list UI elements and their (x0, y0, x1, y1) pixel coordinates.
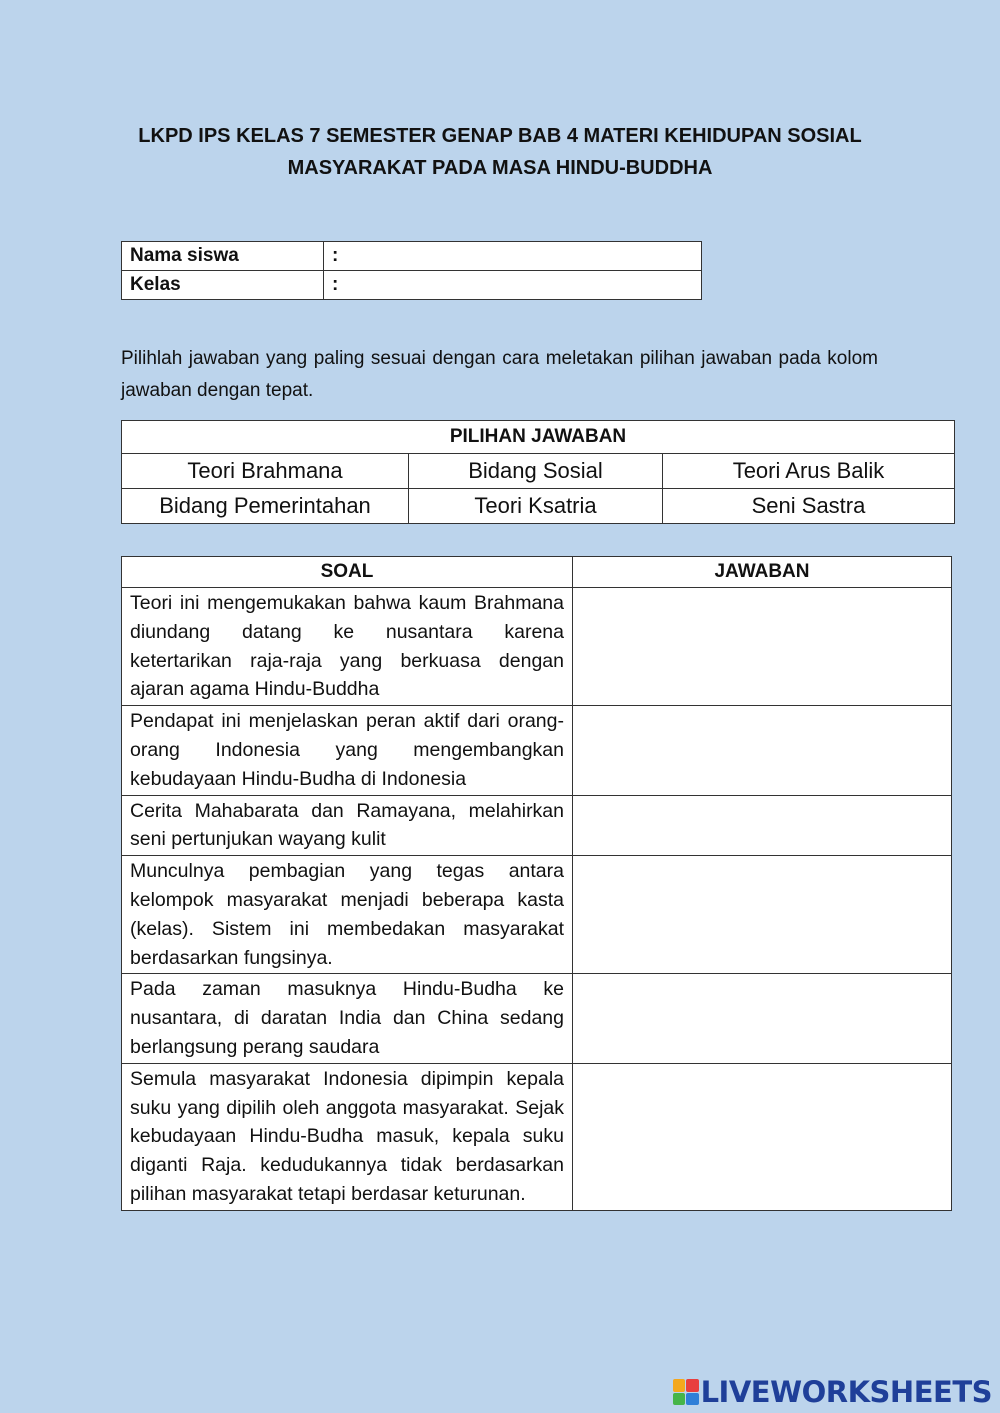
table-row (122, 588, 952, 706)
choices-row (122, 454, 955, 489)
answer-drop-zone[interactable] (573, 856, 952, 974)
question-text: Cerita Mahabarata dan Ramayana, melahirkan seni pertunjukan wayang kulit (122, 795, 573, 856)
name-field[interactable]: : (324, 242, 702, 271)
class-label: Kelas (122, 271, 324, 300)
answer-drop-zone[interactable] (573, 1063, 952, 1210)
table-row (122, 1063, 952, 1210)
answer-drop-zone[interactable] (573, 706, 952, 795)
worksheet-title (100, 120, 900, 184)
choice-item[interactable]: Bidang Sosial (409, 454, 663, 489)
table-row (122, 974, 952, 1063)
choice-item[interactable]: Teori Arus Balik (663, 454, 955, 489)
name-label: Nama siswa (122, 242, 324, 271)
question-text: Pendapat ini menjelaskan peran aktif dari orang-orang Indonesia yang mengembangkan kebudayaan Hindu-Budha di Indonesia (122, 706, 573, 795)
question-text: Teori ini mengemukakan bahwa kaum Brahmana diundang datang ke nusantara karena ketertarikan raja-raja yang berkuasa dengan ajaran agama Hindu-Buddha (122, 588, 573, 706)
liveworksheets-logo-icon (673, 1379, 699, 1405)
instruction-text: Pilihlah jawaban yang paling sesuai dengan cara meletakan pilihan jawaban pada kolom jawaban dengan tepat. (121, 348, 878, 401)
question-text: Munculnya pembagian yang tegas antara kelompok masyarakat menjadi beberapa kasta (kelas). Sistem ini membedakan masyarakat berdasarkan fungsinya. (122, 856, 573, 974)
choices-header: PILIHAN JAWABAN (122, 421, 955, 454)
answer-drop-zone[interactable] (573, 795, 952, 856)
choice-item[interactable]: Bidang Pemerintahan (122, 489, 409, 524)
choice-item[interactable]: Teori Ksatria (409, 489, 663, 524)
answer-drop-zone[interactable] (573, 974, 952, 1063)
choice-item[interactable]: Seni Sastra (663, 489, 955, 524)
student-identity-table (121, 241, 702, 300)
question-text: Semula masyarakat Indonesia dipimpin kepala suku yang dipilih oleh anggota masyarakat. Sejak kebudayaan Hindu-Budha masuk, kepala suku diganti Raja. kedudukannya tidak berdasarkan pilihan masyarakat tetapi berdasar keturunan. (122, 1063, 573, 1210)
table-row (122, 795, 952, 856)
identity-row-name (122, 242, 702, 271)
table-row (122, 706, 952, 795)
choices-row (122, 489, 955, 524)
title-line-1: LKPD IPS KELAS 7 SEMESTER GENAP BAB 4 MATERI KEHIDUPAN SOSIAL (138, 125, 862, 147)
choice-item[interactable]: Teori Brahmana (122, 454, 409, 489)
identity-row-class (122, 271, 702, 300)
brand-logo (673, 1375, 992, 1409)
answer-column-header: JAWABAN (573, 557, 952, 588)
answer-drop-zone[interactable] (573, 588, 952, 706)
brand-name: LIVEWORKSHEETS (700, 1375, 992, 1409)
title-line-2: MASYARAKAT PADA MASA HINDU-BUDDHA (287, 157, 713, 179)
class-field[interactable]: : (324, 271, 702, 300)
answer-choices-table (121, 420, 955, 524)
question-text: Pada zaman masuknya Hindu-Budha ke nusantara, di daratan India dan China sedang berlangsung perang saudara (122, 974, 573, 1063)
question-column-header: SOAL (122, 557, 573, 588)
table-row (122, 856, 952, 974)
question-table (121, 556, 952, 1211)
